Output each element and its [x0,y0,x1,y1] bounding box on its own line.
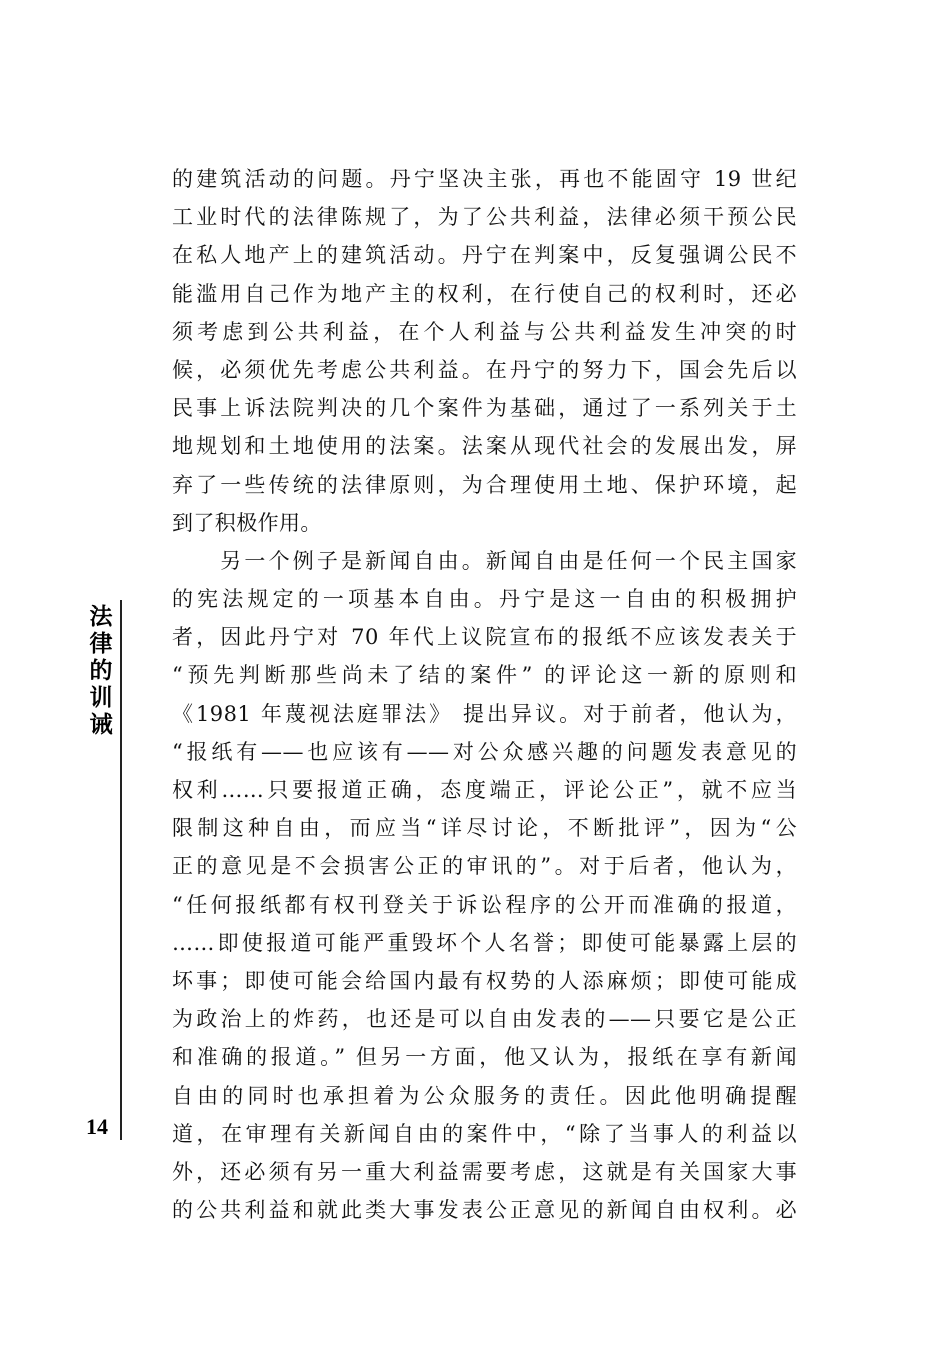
margin-rule [120,600,122,1140]
text-line: 《1981 年蔑视法庭罪法》 提出异议。对于前者，他认为， [172,701,797,726]
running-title-char: 的 [89,658,113,684]
text-line: “预先判断那些尚未了结的案件” 的评论这一新的原则和 [172,663,797,688]
paragraph-2 [172,542,797,1229]
text-line: 的建筑活动的问题。丹宁坚决主张，再也不能固守 19 世纪 [172,167,797,191]
text-line: 道，在审理有关新闻自由的案件中，“除了当事人的利益以 [172,1121,797,1146]
text-line: “报纸有——也应该有——对公众感兴趣的问题发表意见的 [172,739,797,764]
running-title-char: 训 [89,685,113,711]
text-line: 地规划和土地使用的法案。法案从现代社会的发展出发，屏 [172,434,797,459]
text-line: “任何报纸都有权刊登关于诉讼程序的公开而准确的报道， [172,892,797,917]
text-line: 和准确的报道。” 但另一方面，他又认为，报纸在享有新闻 [172,1045,797,1070]
text-line: 候，必须优先考虑公共利益。在丹宁的努力下，国会先后以 [172,357,797,382]
text-line: 坏事；即使可能会给国内最有权势的人添麻烦；即使可能成 [172,968,797,993]
text-line: 权利……只要报道正确，态度端正，评论公正”，就不应当 [172,778,797,802]
text-line: 在私人地产上的建筑活动。丹宁在判案中，反复强调公民不 [172,243,797,268]
running-title [86,604,116,739]
text-line: 民事上诉法院判决的几个案件为基础，通过了一系列关于土 [172,396,797,421]
text-line: 为政治上的炸药，也还是可以自由发表的——只要它是公正 [172,1007,797,1032]
text-line: 者，因此丹宁对 70 年代上议院宣布的报纸不应该发表关于 [172,625,797,650]
text-line: 的公共利益和就此类大事发表公正意见的新闻自由权利。必 [172,1198,797,1223]
text-line: 能滥用自己作为地产主的权利，在行使自己的权利时，还必 [172,281,797,306]
paragraph-1 [172,160,797,542]
running-title-char: 法 [89,604,113,630]
body-text [172,160,797,1229]
text-line: 到了积极作用。 [172,510,322,535]
page-number: 14 [86,1114,108,1139]
text-line: ……即使报道可能严重毁坏个人名誉；即使可能暴露上层的 [172,930,797,955]
text-line: 限制这种自由，而应当“详尽讨论，不断批评”，因为“公 [172,816,797,841]
text-line: 工业时代的法律陈规了，为了公共利益，法律必须干预公民 [172,205,797,230]
running-title-char: 诫 [89,712,113,738]
text-line: 弃了一些传统的法律原则，为合理使用土地、保护环境，起 [172,472,797,497]
text-line: 正的意见是不会损害公正的审讯的”。对于后者，他认为， [172,854,797,879]
text-line: 外，还必须有另一重大利益需要考虑，这就是有关国家大事 [172,1159,797,1184]
running-title-char: 律 [89,631,113,657]
text-line: 另一个例子是新闻自由。新闻自由是任何一个民主国家 [172,548,797,573]
text-line: 须考虑到公共利益，在个人利益与公共利益发生冲突的时 [172,319,797,344]
text-line: 的宪法规定的一项基本自由。丹宁是这一自由的积极拥护 [172,587,797,612]
text-line: 自由的同时也承担着为公众服务的责任。因此他明确提醒 [172,1083,797,1108]
